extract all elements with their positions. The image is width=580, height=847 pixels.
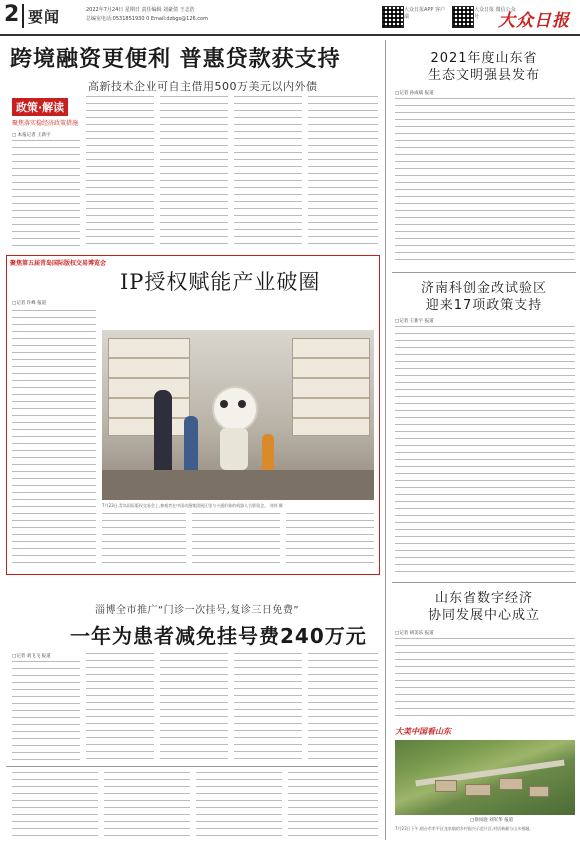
continued-col4 — [288, 772, 378, 840]
second-body-col4 — [234, 653, 302, 761]
village-photo[interactable] — [395, 740, 575, 815]
wechat-qr-label: 大众日报 微信公众号 — [474, 7, 516, 20]
policy-tag — [12, 96, 82, 126]
right-article3-byline: □记者 胡美乐 报道 — [395, 631, 434, 636]
main-subheadline: 高新技术企业可自主借用500万美元以内外债 — [88, 80, 318, 93]
right-article1-title[interactable] — [392, 50, 576, 84]
main-body-col2 — [86, 96, 154, 250]
visitor-child-2 — [262, 434, 274, 470]
lower-divider — [6, 766, 378, 767]
right-divider-1 — [392, 272, 576, 273]
second-headline[interactable]: 一年为患者减免挂号费240万元 — [70, 624, 367, 648]
village-house — [435, 780, 457, 792]
village-house — [499, 778, 523, 790]
right-article2-byline: □记者 王新宇 报道 — [395, 319, 434, 324]
exhibition-body-col4 — [286, 513, 374, 569]
edition-info: 2022年7月24日 星期日 责任编辑 刘豪倩 王志浩 — [86, 7, 195, 13]
newspaper-logo: 大众日报 — [498, 11, 570, 31]
second-body-col1 — [12, 661, 80, 761]
right-divider-2 — [392, 582, 576, 583]
policy-tag-sub: 聚焦落实稳经济政策措施 — [12, 120, 79, 127]
main-body-col5 — [308, 96, 378, 250]
photo-banner: 大美中国看山东 — [395, 727, 451, 736]
second-byline: □记者 刘飞飞 报道 — [12, 654, 51, 659]
second-kicker: 淄博全市推广“门诊一次挂号,复诊三日免费” — [95, 605, 300, 616]
exhibition-photo[interactable] — [102, 330, 374, 500]
right-article3-title-line2: 协同发展中心成立 — [427, 608, 540, 623]
exhibition-body-col3 — [192, 513, 280, 569]
app-qr-label: 大众日报APP 客户端 — [404, 7, 446, 20]
main-byline: □ 本报记者 王新宇 — [12, 133, 51, 138]
floor — [102, 470, 374, 500]
section-name: 要闻 — [28, 8, 61, 26]
right-article1-body — [395, 98, 575, 266]
photo-credit: □徐凤庭 刘军华 报道 — [470, 818, 514, 823]
page-header — [0, 0, 580, 36]
robot-eye-right — [238, 400, 246, 408]
right-article1-byline: □记者 孙成斌 报道 — [395, 91, 434, 96]
right-article3-title-line1: 山东省数字经济 — [434, 591, 533, 606]
continued-col1 — [12, 772, 98, 840]
right-article3-body — [395, 638, 575, 722]
village-house — [465, 784, 491, 796]
village-photo-caption: 7月23日下午,烟台市牟平区龙泉镇的乡村振兴示范片区,村居新颜与山水相融。 — [395, 826, 534, 831]
exhibition-photo-caption: 7月23日,青岛国际版权交易会上,参观者在中国动漫集团展区里与卡通形象的机器人合影留念。 刘邦 摄 — [102, 503, 283, 508]
display-shelf-right — [292, 338, 370, 436]
right-article2-title[interactable] — [392, 280, 576, 314]
exhibition-body-col2 — [102, 513, 186, 569]
page-number: 2 — [4, 2, 20, 27]
right-article3-title[interactable] — [392, 590, 576, 624]
robot-eye-left — [220, 400, 228, 408]
continued-col2 — [104, 772, 190, 840]
exhibition-headline[interactable]: IP授权赋能产业破圈 — [120, 270, 321, 294]
header-divider — [22, 4, 24, 28]
right-article2-body — [395, 326, 575, 576]
robot-head — [212, 386, 258, 432]
visitor-adult — [154, 390, 172, 470]
second-body-col5 — [308, 653, 378, 761]
right-article1-title-line2: 生态文明强县发布 — [427, 68, 540, 83]
app-qr-code[interactable] — [382, 6, 404, 28]
robot-body — [220, 428, 248, 470]
main-body-col4 — [234, 96, 302, 250]
exhibition-byline: □记者 许峰 报道 — [12, 301, 47, 306]
main-body-col1 — [12, 140, 80, 250]
contact-info: 总编室电话:0531851930 0 Email:dzbgs@126.com — [86, 16, 208, 22]
wechat-qr-code[interactable] — [452, 6, 474, 28]
continued-col3 — [196, 772, 282, 840]
second-body-col2 — [86, 653, 154, 761]
policy-tag-main: 政策·解读 — [12, 98, 68, 116]
visitor-child — [184, 416, 198, 470]
second-body-col3 — [160, 653, 228, 761]
main-headline[interactable]: 跨境融资更便利 普惠贷款获支持 — [10, 47, 341, 72]
right-article2-title-line1: 济南科创金改试验区 — [420, 281, 547, 296]
exhibition-label: 聚焦第五届青岛国际版权交易博览会 — [10, 260, 107, 267]
display-shelf-left — [108, 338, 190, 436]
right-article2-title-line2: 迎来17项政策支持 — [425, 298, 543, 313]
exhibition-body-col1 — [12, 310, 96, 568]
column-divider — [385, 40, 386, 840]
main-body-col3 — [160, 96, 228, 250]
right-article1-title-line1: 2021年度山东省 — [430, 51, 538, 66]
village-house — [529, 786, 549, 797]
